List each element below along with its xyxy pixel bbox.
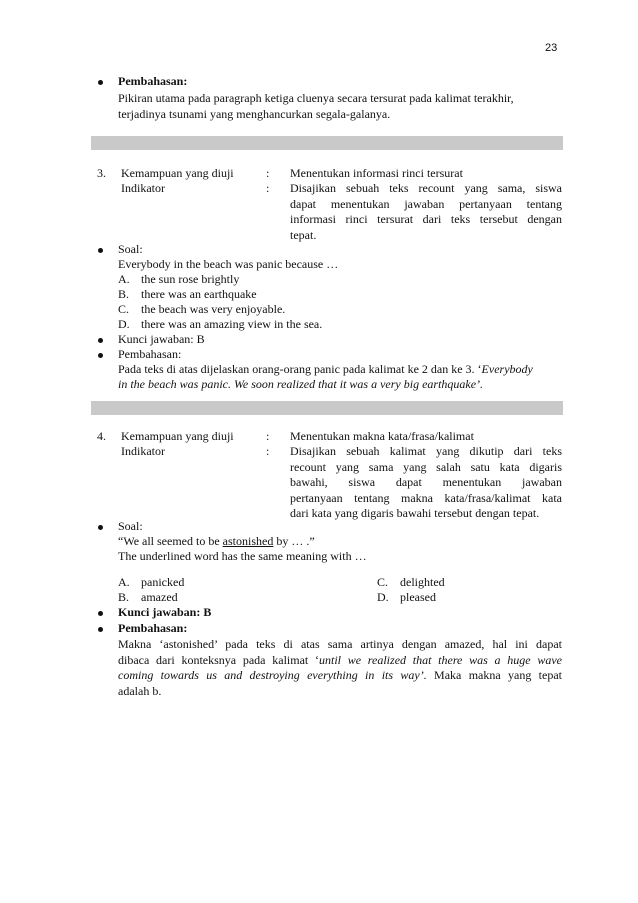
quote-post: by … .”	[273, 534, 315, 548]
indikator-label: Indikator	[121, 444, 165, 458]
kemampuan-value: Menentukan informasi rinci tersurat	[290, 166, 463, 180]
kemampuan-label: Kemampuan yang diuji	[121, 166, 234, 180]
pembahasan-heading: Pembahasan:	[118, 74, 188, 88]
colon: :	[266, 181, 270, 195]
instruction-text: The underlined word has the same meaning with …	[118, 549, 367, 563]
colon: :	[266, 429, 270, 443]
pembahasan-text-line	[118, 668, 562, 684]
question-text: Everybody in the beach was panic because …	[118, 257, 339, 271]
option-letter: D.	[377, 590, 389, 604]
option-text: there was an earthquake	[141, 287, 257, 301]
indikator-line: tepat.	[290, 227, 317, 242]
option-text: panicked	[141, 575, 185, 589]
indikator-line: dari kata yang digaris bawahi tersebut dengan tepat.	[290, 506, 540, 520]
answer-key: Kunci jawaban: B	[118, 332, 205, 346]
indikator-line: bawahi, siswa dapat menentukan jawaban	[290, 475, 562, 489]
pembahasan-text-line: Pikiran utama pada paragraph ketiga cluenya secara tersurat pada kalimat terakhir,	[118, 91, 514, 105]
option-letter: C.	[118, 302, 130, 316]
indikator-label: Indikator	[121, 181, 165, 195]
option-letter: A.	[118, 272, 130, 286]
indikator-line: Disajikan sebuah kalimat yang dikutip dari teks	[290, 444, 562, 458]
pembahasan-text-line	[118, 653, 562, 669]
quote-pre: “We all seemed to be	[118, 534, 223, 548]
option-letter: C.	[377, 575, 389, 589]
pembahasan-text-line: Makna ‘astonished’ pada teks di atas sama artinya dengan amazed, hal ini dapat	[118, 637, 562, 651]
indikator-line: informasi rinci tersurat dari teks tersebut dengan	[290, 212, 562, 226]
pembahasan-text-line: adalah b.	[118, 683, 162, 698]
option-letter: D.	[118, 317, 130, 331]
indikator-line: recount yang sama yang salah satu kata digaris	[290, 459, 562, 474]
soal-label: Soal:	[118, 519, 143, 533]
bullet	[98, 627, 103, 632]
indikator-line: Disajikan sebuah teks recount yang sama, siswa	[290, 181, 562, 195]
kemampuan-label: Kemampuan yang diuji	[121, 429, 234, 443]
option-text: there was an amazing view in the sea.	[141, 317, 323, 331]
option-letter: B.	[118, 590, 130, 604]
pembahasan-text: dibaca dari konteksnya pada kalimat ‘	[118, 652, 319, 667]
option-text: the beach was very enjoyable.	[141, 302, 286, 316]
pembahasan-quote: until we realized that there was a huge wave	[318, 652, 562, 667]
bullet	[98, 611, 103, 616]
indikator-line: dapat menentukan jawaban pertanyaan tentang	[290, 196, 562, 211]
section-divider	[91, 401, 563, 415]
pembahasan-text-line	[118, 362, 533, 377]
section-divider	[91, 136, 563, 150]
bullet	[98, 525, 103, 530]
option-text: pleased	[400, 590, 436, 604]
indikator-value	[290, 181, 562, 243]
question-text	[118, 534, 315, 549]
option-letter: A.	[118, 575, 130, 589]
pembahasan-text: Pada teks di atas dijelaskan orang-orang panic pada kalimat ke 2 dan ke 3. ‘	[118, 362, 482, 376]
pembahasan-quote: coming towards us and destroying everything in its way’.	[118, 668, 427, 682]
option-text: delighted	[400, 575, 445, 589]
bullet	[98, 248, 103, 253]
colon: :	[266, 444, 270, 458]
bullet	[98, 353, 103, 358]
indikator-value	[290, 444, 562, 522]
kemampuan-value: Menentukan makna kata/frasa/kalimat	[290, 429, 474, 443]
pembahasan-quote: in the beach was panic. We soon realized that it was a very big earthquake’.	[118, 377, 484, 391]
colon: :	[266, 166, 270, 180]
underlined-word: astonished	[222, 534, 274, 548]
answer-key: Kunci jawaban: B	[118, 605, 212, 619]
indikator-line: pertanyaan tentang makna kata/frasa/kalimat kata	[290, 490, 562, 505]
bullet	[98, 80, 103, 85]
pembahasan-label: Pembahasan:	[118, 347, 182, 361]
pembahasan-text-line: terjadinya tsunami yang menghancurkan segala-galanya.	[118, 107, 391, 121]
bullet	[98, 338, 103, 343]
option-text: amazed	[141, 590, 178, 604]
soal-label: Soal:	[118, 242, 143, 256]
option-letter: B.	[118, 287, 130, 301]
page-number: 23	[545, 42, 558, 54]
pembahasan-quote: Everybody	[481, 362, 533, 376]
pembahasan-label: Pembahasan:	[118, 621, 188, 635]
pembahasan-text: Maka makna yang tepat	[426, 668, 562, 682]
option-text: the sun rose brightly	[141, 272, 240, 286]
question-number: 4.	[97, 429, 106, 443]
pembahasan-paragraph	[118, 637, 562, 699]
question-number: 3.	[97, 166, 106, 180]
